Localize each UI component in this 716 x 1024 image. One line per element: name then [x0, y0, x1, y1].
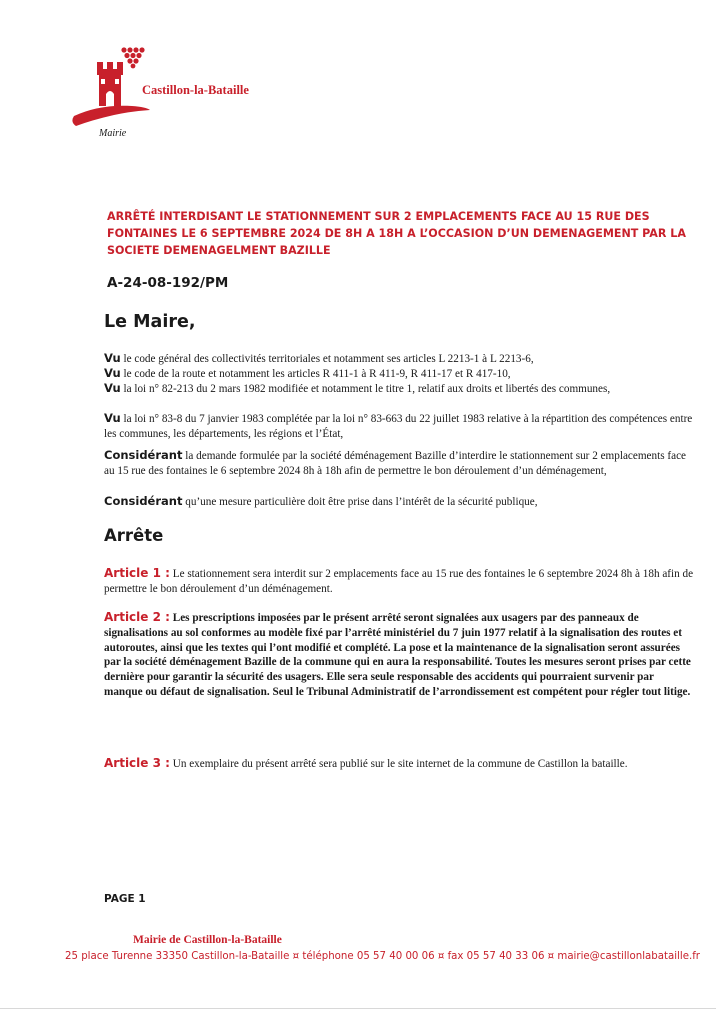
article-1 [104, 566, 694, 597]
visa-line [104, 411, 694, 441]
decision-heading: Arrête [104, 526, 164, 545]
visa-keyword: Vu [104, 366, 121, 380]
article-3 [104, 756, 694, 772]
article-text: Un exemplaire du présent arrêté sera publié sur le site internet de la commune de Castillon la bataille. [169, 758, 628, 770]
considerant-line [104, 494, 694, 510]
document-title: ARRÊTÉ INTERDISANT LE STATIONNEMENT SUR 2 EMPLACEMENTS FACE AU 15 RUE DES FONTAINES LE 6 SEPTEMBRE 2024 DE 8H A 18H A L’OCCASION D’UN DEMENAGEMENT PAR LA SOCIETE DEMENAGELMENT BAZILLE [107, 210, 686, 257]
article-label: Article 3 : [104, 756, 170, 770]
considerant-text: la demande formulée par la société déménagement Bazille d’interdire le stationnement sur 2 emplacements face au 15 rue des fontaines le 6 septembre 2024 8h à 18h afin de permettre le bon déroulement d’un déménagement, [104, 450, 686, 477]
article-label: Article 2 : [104, 610, 170, 624]
visa-text: le code général des collectivités territoriales et notamment ses articles L 2213-1 à L 2213-6, [120, 353, 534, 365]
footer-contact: 25 place Turenne 33350 Castillon-la-Bataille ¤ téléphone 05 57 40 00 06 ¤ fax 05 57 40 33 06 ¤ mairie@castillonlabataille.fr [65, 951, 700, 962]
article-text: Le stationnement sera interdit sur 2 emplacements face au 15 rue des fontaines le 6 septembre 2024 8h à 18h afin de permettre le bon déroulement d’un déménagement. [104, 568, 694, 595]
article-label: Article 1 : [104, 566, 170, 580]
considerant-keyword: Considérant [104, 494, 183, 508]
article-2 [104, 610, 694, 700]
visa-text: la loi n° 82-213 du 2 mars 1982 modifiée et notamment le titre 1, relatif aux droits et libertés des communes, [120, 383, 611, 395]
authority-heading: Le Maire, [104, 312, 196, 332]
visa-keyword: Vu [104, 381, 121, 395]
page-number: PAGE 1 [104, 893, 146, 905]
visa-line [104, 351, 694, 367]
logo-wordmark: Castillon-la-Bataille [142, 83, 249, 97]
bottom-divider [0, 1008, 716, 1009]
considerant-line [104, 448, 694, 478]
visa-text: le code de la route et notamment les articles R 411-1 à R 411-9, R 411-17 et R 417-10, [120, 368, 511, 380]
considerant-keyword: Considérant [104, 448, 183, 462]
document-reference: A-24-08-192/PM [107, 275, 229, 291]
visa-line [104, 366, 694, 382]
logo-subtitle: Mairie [99, 128, 127, 139]
article-text: Les prescriptions imposées par le présent arrêté seront signalées aux usagers par des panneaux de signalisations au sol conformes au modèle fixé par l’arrêté ministériel du 7 juin 1977 relatif à la signalisation des routes et autoroutes, ainsi que les textes qui l’ont modifié et complété. La pose et la maintenance de la signalisation seront assurées par la société déménagement Bazille de la commune qui en aura la responsabilité. Toutes les mesures seront prises par cette dernière pour garantir la sécurité des usagers. Elle sera seule responsable des accidents qui pourraient survenir par manque ou défaut de signalisation. Seul le Tribunal Administratif de l’arrondissement est compétent pour régler tout litige. [104, 612, 691, 698]
footer-organization: Mairie de Castillon-la-Bataille [133, 934, 282, 946]
visa-line [104, 381, 694, 397]
considerant-text: qu’une mesure particulière doit être prise dans l’intérêt de la sécurité publique, [182, 496, 538, 508]
visa-keyword: Vu [104, 411, 121, 425]
visa-text: la loi n° 83-8 du 7 janvier 1983 complétée par la loi n° 83-663 du 22 juillet 1983 relative à la répartition des compétences entre les communes, les départements, les régions et l’État, [104, 413, 693, 440]
visa-keyword: Vu [104, 351, 121, 365]
